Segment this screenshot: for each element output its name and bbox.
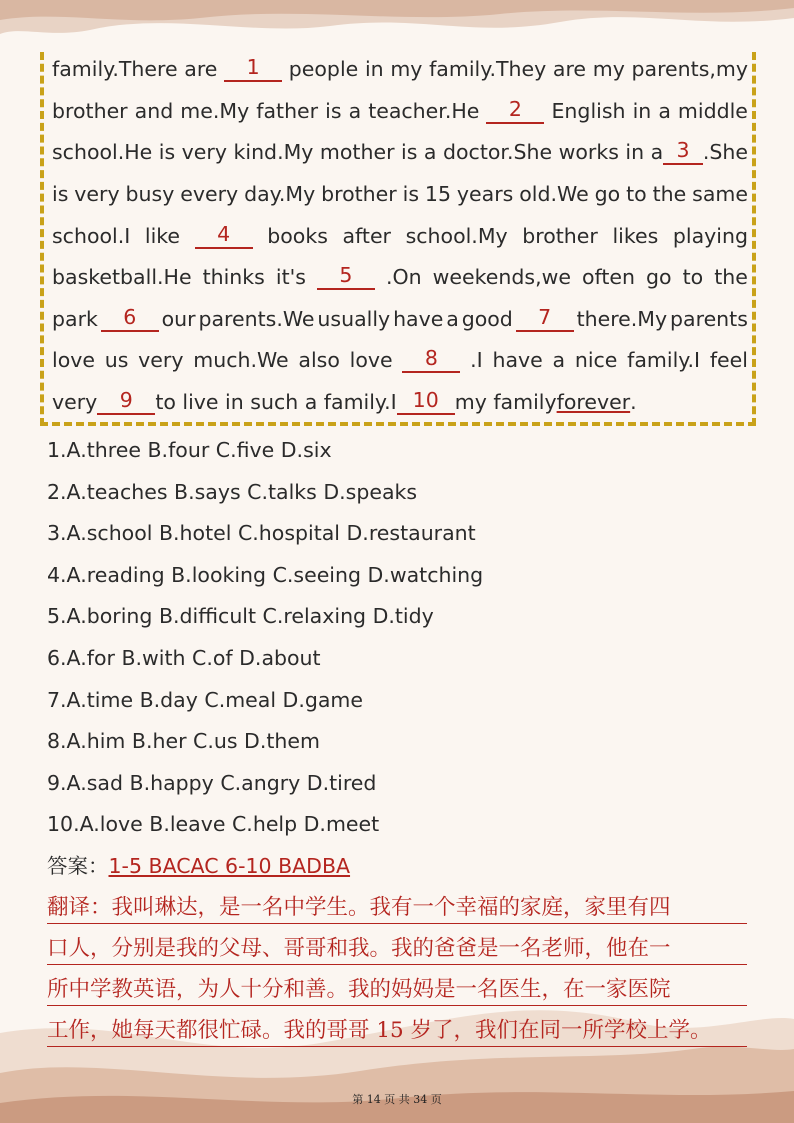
passage-text: it's	[275, 265, 306, 289]
passage-text: good	[461, 307, 513, 331]
passage-text: the	[652, 182, 687, 206]
blank-10: 10	[397, 389, 455, 415]
passage-text: parents,my	[631, 57, 748, 81]
underlined-word: forever	[556, 390, 631, 414]
passage-text: are	[552, 57, 587, 81]
passage-text: a	[446, 307, 459, 331]
passage-line	[52, 264, 748, 290]
passage-text: weekends,we	[432, 265, 571, 289]
passage-text: family.There	[52, 57, 178, 81]
passage-text: nice	[574, 348, 618, 372]
passage-text: to	[682, 265, 704, 289]
passage-text: have	[393, 307, 444, 331]
blank-2: 2	[486, 98, 544, 124]
passage-text: brother	[52, 99, 128, 123]
passage-text: to	[626, 182, 647, 206]
question-option-line: 2.A.teaches B.says C.talks D.speaks	[47, 479, 418, 504]
passage-text: family.I	[627, 348, 701, 372]
blank-6: 6	[101, 306, 159, 332]
translation-line: 口人，分别是我的父母、哥哥和我。我的爸爸是一名老师，他在一	[47, 934, 747, 965]
passage-text: basketball.He	[52, 265, 192, 289]
passage-text: feel	[709, 348, 748, 372]
passage-text: is	[402, 182, 420, 206]
passage-text: books	[267, 224, 328, 248]
passage-text: very	[52, 390, 98, 414]
passage-text: my family	[454, 390, 557, 414]
passage-text: in	[632, 99, 652, 123]
passage-text: very	[74, 182, 120, 206]
passage-box	[40, 52, 756, 426]
passage-text: have	[492, 348, 543, 372]
passage-text: years	[456, 182, 514, 206]
passage-text: us	[104, 348, 129, 372]
passage-text: .I	[470, 348, 483, 372]
passage-text: parents.We	[198, 307, 315, 331]
answer-value: 1-5 BACAC 6-10 BADBA	[108, 854, 351, 878]
passage-text: my	[592, 57, 625, 81]
blank-5: 5	[317, 264, 375, 290]
passage-text: there.My	[576, 307, 668, 331]
passage-line	[52, 56, 748, 82]
passage-text: often	[581, 265, 636, 289]
passage-text: parents	[670, 307, 748, 331]
passage-text: my	[390, 57, 423, 81]
passage-line	[52, 223, 748, 249]
passage-text: playing	[672, 224, 748, 248]
passage-line	[52, 181, 748, 207]
question-option-line: 10.A.love B.leave C.help D.meet	[47, 812, 380, 837]
passage-text: middle	[677, 99, 748, 123]
passage-text: love	[52, 348, 95, 372]
passage-text: also	[298, 348, 340, 372]
passage-text: is	[325, 99, 342, 123]
passage-text: day.My	[244, 182, 316, 206]
passage-text: park	[52, 307, 98, 331]
passage-text: to live in such a family.I	[155, 390, 397, 414]
question-option-line: 4.A.reading B.looking C.seeing D.watching	[47, 562, 484, 587]
blank-1: 1	[224, 56, 282, 82]
blank-4: 4	[195, 223, 253, 249]
question-option-line: 1.A.three B.four C.five D.six	[47, 438, 332, 462]
passage-text: go	[646, 265, 672, 289]
passage-text: are	[184, 57, 218, 81]
question-option-line: 9.A.sad B.happy C.angry D.tired	[47, 770, 377, 795]
passage-text: a	[552, 348, 566, 372]
passage-text: busy	[125, 182, 175, 206]
passage-text: like	[144, 224, 181, 248]
passage-text: and	[134, 99, 174, 123]
passage-text: every	[180, 182, 239, 206]
passage-text: go	[594, 182, 621, 206]
question-option-line: 8.A.him B.her C.us D.them	[47, 729, 320, 754]
passage-text: a	[658, 99, 671, 123]
passage-text: school.My	[405, 224, 508, 248]
blank-3: 3	[663, 139, 703, 165]
answer-label: 答案：	[47, 854, 109, 878]
translation-line: 所中学教英语，为人十分和善。我的妈妈是一名医生，在一家医院	[47, 975, 747, 1006]
passage-text: 15	[424, 182, 452, 206]
blank-8: 8	[402, 347, 460, 373]
passage-line	[52, 139, 748, 165]
passage-text: thinks	[202, 265, 265, 289]
question-option-line: 3.A.school B.hotel C.hospital D.restaurant	[47, 521, 476, 546]
passage-text: our	[161, 307, 196, 331]
passage-text: brother	[522, 224, 598, 248]
passage-line	[52, 306, 748, 332]
passage-text: school.He is very kind.My mother is a doctor.She works in a	[52, 140, 664, 164]
passage-text: is	[52, 182, 69, 206]
translation-line: 翻译：我叫琳达，是一名中学生。我有一个幸福的家庭，家里有四	[47, 893, 747, 924]
passage-text: the	[714, 265, 748, 289]
passage-text: .	[630, 390, 637, 414]
passage-text: school.I	[52, 224, 131, 248]
passage-text: .On	[385, 265, 422, 289]
passage-text: much.We	[193, 348, 289, 372]
passage-text: a	[348, 99, 362, 123]
question-option-line: 7.A.time B.day C.meal D.game	[47, 687, 364, 712]
translation-line: 工作，她每天都很忙碌。我的哥哥 15 岁了，我们在同一所学校上学。	[47, 1016, 747, 1047]
answer-line	[47, 853, 350, 879]
passage-text: teacher.He	[368, 99, 480, 123]
passage-text: in	[364, 57, 384, 81]
passage-text: me.My	[180, 99, 250, 123]
passage-text: same	[692, 182, 748, 206]
question-option-line: 5.A.boring B.difficult C.relaxing D.tidy	[47, 604, 434, 629]
passage-text: very	[138, 348, 184, 372]
passage-line	[52, 389, 748, 415]
passage-text: people	[288, 57, 359, 81]
passage-text: father	[256, 99, 319, 123]
passage-text: .She	[702, 140, 748, 164]
page-footer: 第 14 页 共 34 页	[352, 1093, 442, 1106]
passage-text: after	[342, 224, 391, 248]
blank-7: 7	[516, 306, 574, 332]
passage-line	[52, 98, 748, 124]
question-option-line: 6.A.for B.with C.of D.about	[47, 646, 321, 670]
passage-text: English	[551, 99, 626, 123]
passage-text: love	[349, 348, 393, 372]
passage-text: old.We	[519, 182, 589, 206]
passage-text: family.They	[429, 57, 547, 81]
passage-text: likes	[612, 224, 659, 248]
blank-9: 9	[97, 389, 155, 415]
passage-text: usually	[317, 307, 391, 331]
passage-text: brother	[321, 182, 397, 206]
passage-line	[52, 347, 748, 373]
